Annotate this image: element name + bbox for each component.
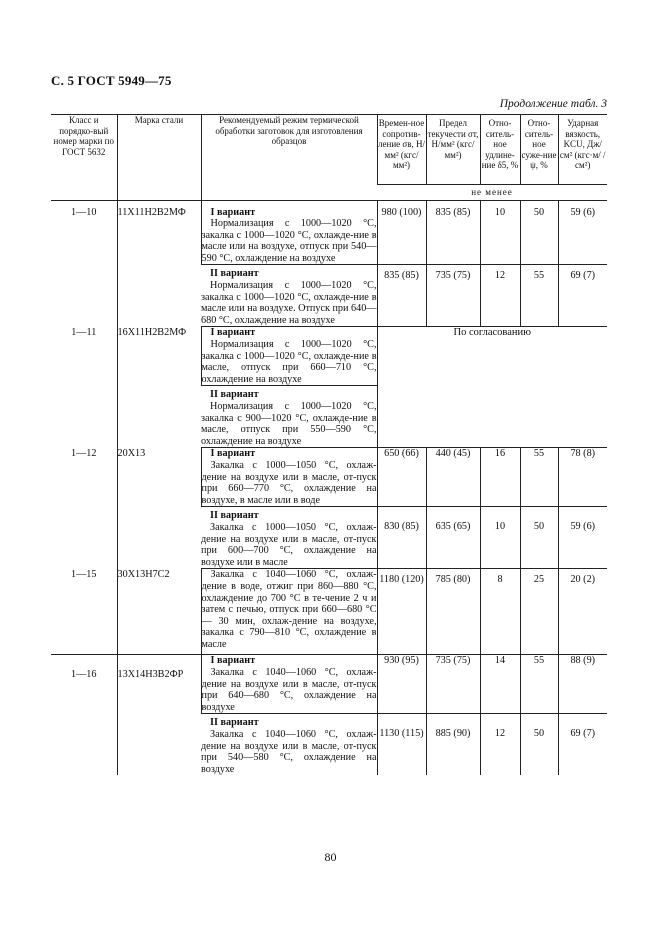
cell-mode — [201, 327, 377, 386]
variant-text: Закалка с 1000—1050 °С, охлаж-дение на воздухе или в масле, от-пуск при 600—700 °С, охлаждение на воздухе или в масле — [201, 521, 377, 568]
cell-tensile: 650 (66) — [377, 448, 426, 507]
cell-yield: 635 (65) — [426, 507, 480, 569]
cell-yield: 885 (90) — [426, 714, 480, 775]
header-tensile: Времен-ное сопротив-ление σв, Н/мм² (кгс/мм²) — [377, 115, 426, 185]
cell-elongation: 14 — [480, 655, 520, 714]
header-mode: Рекомендуемый режим термической обработки заготовок для изготовления образцов — [201, 115, 377, 201]
cell-impact: 69 (7) — [558, 265, 607, 327]
cell-impact: 69 (7) — [558, 714, 607, 775]
cell-tensile: 835 (85) — [377, 265, 426, 327]
cell-tensile: 980 (100) — [377, 207, 426, 265]
cell-elongation: 10 — [480, 507, 520, 569]
variant-text: Закалка с 1040—1060 °С, охлаж-дение на воздухе или в масле, от-пуск при 640—680 °С, охлаждение на воздухе — [201, 667, 377, 713]
cell-grade: 30Х13Н7С2 — [117, 569, 201, 655]
variant-title: I вариант — [210, 327, 256, 339]
cell-class: 1—11 — [71, 326, 97, 338]
cell-reduction: 25 — [520, 569, 558, 655]
cell-mode — [201, 448, 377, 507]
cell-tensile: 830 (85) — [377, 507, 426, 569]
header-impact: Ударная вязкость, KCU, Дж/см² (кгс·м/ /см²) — [558, 115, 607, 185]
cell-tensile: 930 (95) — [377, 655, 426, 714]
cell-mode — [201, 655, 377, 714]
cell-mode — [201, 207, 377, 265]
steel-heat-treatment-table — [51, 114, 607, 775]
cell-by-agreement: По согласованию — [377, 327, 607, 448]
cell-reduction: 50 — [520, 714, 558, 775]
cell-reduction: 55 — [520, 265, 558, 327]
variant-text: Закалка с 1040—1060 °С, охлаж-дение в воде, отжиг при 860—880 °С, охлаждение до 700 °С в те-чение 2 ч и затем с печью, отпуск при 660—680 °С — 30 мин, охлаж-дение на воздухе, закалка с 790—810 °С, охлаждение в масле — [201, 569, 377, 650]
variant-title: II вариант — [210, 268, 259, 280]
cell-yield: 735 (75) — [426, 265, 480, 327]
variant-text: Нормализация с 1000—1020 °С, закалка с 1000—1020 °С, охлажде-ние в масле или на воздухе. Отпуск при 640—680 °С, охлаждение на воздухе — [201, 280, 377, 326]
cell-elongation: 12 — [480, 714, 520, 775]
cell-reduction: 55 — [520, 655, 558, 714]
cell-mode — [201, 714, 377, 775]
variant-title: I вариант — [210, 655, 256, 667]
cell-grade: 13Х14Н3В2ФР — [117, 655, 201, 775]
header-grade: Марка стали — [117, 115, 201, 201]
cell-impact: 59 (6) — [558, 507, 607, 569]
page-number: 80 — [324, 850, 337, 864]
cell-yield: 785 (80) — [426, 569, 480, 655]
cell-grade: 11Х11Н2В2МФ — [117, 207, 201, 327]
cell-grade: 20Х13 — [117, 448, 201, 569]
variant-title: I вариант — [210, 206, 256, 218]
cell-yield: 835 (85) — [426, 207, 480, 265]
cell-elongation: 12 — [480, 265, 520, 327]
cell-reduction: 50 — [520, 507, 558, 569]
table-continuation-label: Продолжение табл. 3 — [499, 98, 607, 110]
cell-impact: 59 (6) — [558, 207, 607, 265]
cell-mode — [201, 386, 377, 448]
cell-reduction: 50 — [520, 207, 558, 265]
cell-elongation: 16 — [480, 448, 520, 507]
cell-grade: 16Х11Н2В2МФ — [117, 327, 201, 448]
variant-text: Нормализация с 1000—1020 °С, закалка с 1000—1020 °С, охлажде-ние в масле или на воздухе, отпуск при 540—590 °С, охлаждение на воздухе — [201, 218, 377, 264]
header-reduction: Отно-ситель-ное суже-ние ψ, % — [520, 115, 558, 185]
cell-class: 1—10 — [71, 206, 97, 218]
variant-title: II вариант — [210, 389, 259, 401]
page-header: С. 5 ГОСТ 5949—75 — [51, 73, 172, 88]
header-elongation: Отно-ситель-ное удлине-ние δ5, % — [480, 115, 520, 185]
cell-impact: 88 (9) — [558, 655, 607, 714]
variant-title: II вариант — [210, 717, 259, 729]
variant-title: II вариант — [210, 510, 259, 522]
cell-elongation: 8 — [480, 569, 520, 655]
cell-reduction: 55 — [520, 448, 558, 507]
cell-elongation: 10 — [480, 207, 520, 265]
variant-text: Нормализация с 1000—1020 °С, закалка с 900—1020 °С, охлажде-ние в масле, отпуск при 550—590 °С, охлаждение на воздухе — [201, 401, 377, 447]
cell-mode — [201, 507, 377, 569]
variant-text: Закалка с 1040—1060 °С, охлаж-дение на воздухе или в масле, от-пуск при 540—580 °С, охлаждение на воздухе — [201, 729, 377, 775]
table-body — [51, 200, 607, 775]
cell-impact: 78 (8) — [558, 448, 607, 507]
cell-tensile: 1180 (120) — [377, 569, 426, 655]
cell-class: 1—16 — [71, 669, 97, 681]
cell-yield: 440 (45) — [426, 448, 480, 507]
cell-mode — [201, 569, 377, 655]
header-min-note: не менее — [377, 185, 607, 201]
cell-mode — [201, 265, 377, 327]
variant-title: I вариант — [210, 448, 256, 460]
header-class: Класс и порядко-вый номер марки по ГОСТ 5632 — [51, 115, 117, 201]
variant-text: Закалка с 1000—1050 °С, охлаж-дение на воздухе или в масле, от-пуск при 660—770 °С, охлаждение на воздухе, в масле или в воде — [201, 459, 377, 506]
cell-class: 1—15 — [51, 569, 117, 655]
header-yield: Предел текучести σт, Н/мм² (кгс/мм²) — [426, 115, 480, 185]
cell-impact: 20 (2) — [558, 569, 607, 655]
cell-tensile: 1130 (115) — [377, 714, 426, 775]
cell-yield: 735 (75) — [426, 655, 480, 714]
variant-text: Нормализация с 1000—1020 °С, закалка с 1000—1020 °С, охлажде-ние в масле, отпуск при 660—710 °С, охлаждение на воздухе — [201, 339, 377, 385]
cell-class: 1—12 — [71, 447, 97, 459]
